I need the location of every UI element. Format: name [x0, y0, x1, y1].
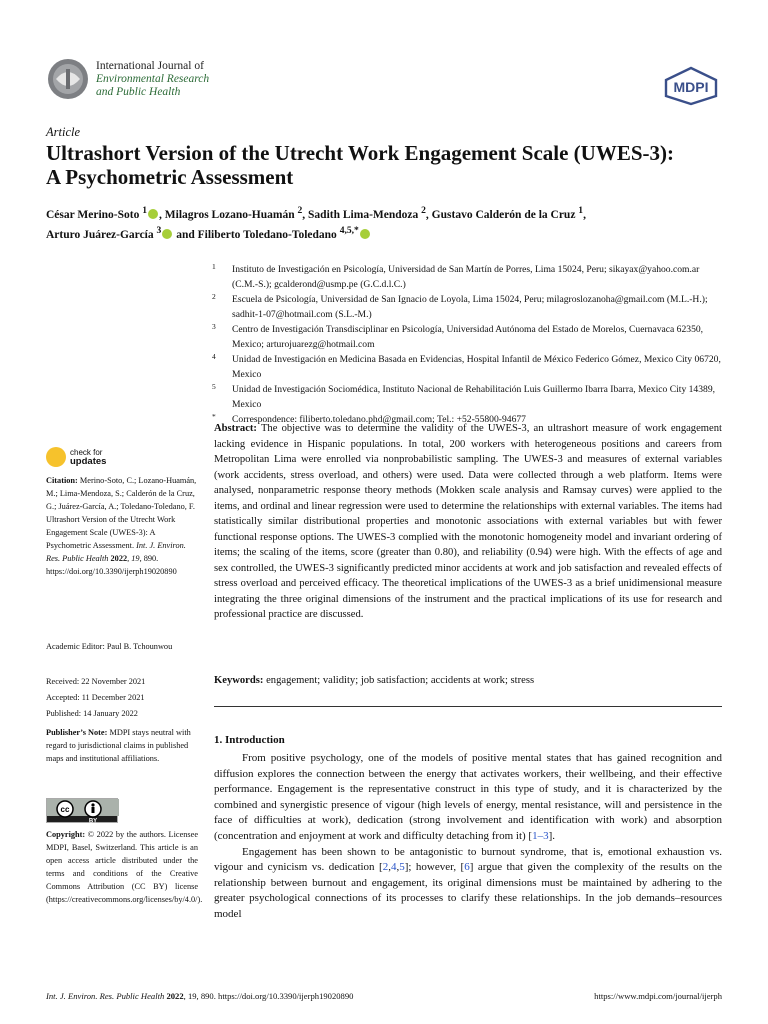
orcid-icon[interactable]	[162, 229, 172, 239]
affiliation-item	[212, 382, 722, 412]
article-type: Article	[46, 125, 81, 139]
author-list: César Merino-Soto $^1$ , Milagros Lozano-Huamán $^2$, Sadith Lima-Mendoza $^2$, Gustavo Calderón de la Cruz $^1$, Arturo Juárez-García $^3$ and Filiberto Toledano-Toledano $^{4,5,*}$	[46, 205, 586, 241]
affiliation-list	[212, 262, 722, 427]
copyright-text: © 2022 by the authors. Licensee MDPI, Basel, Switzerland. This article is an open access article distributed under the terms and conditions of the Creative Commons Attribution (CC BY) license (https://creativecommons.org/licenses/by/4.0/).	[46, 830, 203, 904]
citation-link[interactable]: 2	[382, 861, 389, 874]
citation-year: 2022	[110, 554, 128, 563]
cc-by-license-badge[interactable]	[46, 798, 118, 823]
affiliation-item	[212, 352, 722, 382]
journal-logo-icon	[46, 57, 90, 101]
copyright-block	[46, 828, 203, 906]
author-affil-sup: 2	[421, 205, 426, 216]
paragraph-text: From positive psychology, one of the models of positive mental states that has gained recognition and diffusion explores the connection between the energy that activates workers, their wellbeing, and their effective performance. Engagement is the representative construct in this type of study, and it is characterized by the combined and synergistic presence of vigour (high levels of energy, mental resistance, will and persistence in the face of difficulties at work), dedication (strong involvement and identification with work) and absorption (concentration and enjoyment at work and difficulty detaching from it) [	[214, 752, 722, 842]
affiliation-text: Instituto de Investigación en Psicología, Universidad de San Martín de Porres, Lima 15024, Peru; sikayax@yahoo.com.ar (C.M.-S.); gcalderond@usmp.pe (G.C.d.l.C.)	[232, 264, 700, 290]
footer-year: 2022	[166, 991, 184, 1001]
correspondence-text: Correspondence: filiberto.toledano.phd@gmail.com; Tel.: +52-55800-94677	[232, 414, 526, 425]
paragraph-text: ].	[548, 829, 556, 842]
author-name: Gustavo Calderón de la Cruz	[431, 208, 576, 221]
cc-license-icon	[47, 799, 119, 824]
citation-label: Citation:	[46, 476, 78, 485]
author-name: Milagros Lozano-Huamán	[164, 208, 295, 221]
section-heading: 1. Introduction	[214, 734, 285, 746]
footer-journal: Int. J. Environ. Res. Public Health	[46, 991, 165, 1001]
publisher-note	[46, 726, 198, 765]
publisher-note-label: Publisher’s Note:	[46, 728, 108, 737]
mdpi-logo-icon	[662, 66, 720, 106]
published-date: Published: 14 January 2022	[46, 709, 138, 718]
citation-link[interactable]: 1–3	[532, 829, 549, 842]
citation-link[interactable]: 5	[399, 861, 405, 874]
affiliation-number: 3	[212, 322, 216, 331]
affiliation-text: Escuela de Psicología, Universidad de San Ignacio de Loyola, Lima 15024, Peru; milagroslozanoha@gmail.com (M.L.-H.); sadhit-1-07@hotmail.com (S.L.-M.)	[232, 294, 708, 320]
citation-text: Merino-Soto, C.; Lozano-Huamán, M.; Lima-Mendoza, S.; Calderón de la Cruz, G.; Juárez-García, A.; Toledano-Toledano, F. Ultrashort Version of the Utrecht Work Engagement Scale (UWES-3): A Psychometric Assessment.	[46, 476, 197, 550]
accepted-date: Accepted: 11 December 2021	[46, 693, 145, 702]
keywords-label: Keywords:	[214, 675, 264, 686]
author-name: Arturo Juárez-García	[46, 228, 154, 241]
svg-text:cc: cc	[60, 805, 70, 814]
check-updates-label	[70, 448, 106, 466]
footer-doi[interactable]: , 19, 890. https://doi.org/10.3390/ijerph19020890	[183, 991, 354, 1001]
check-for-updates-button[interactable]	[46, 447, 146, 469]
author-affil-sup: 2	[297, 205, 303, 216]
author-affil-sup: 3	[156, 224, 162, 236]
affiliation-number: 1	[212, 262, 216, 271]
paragraph-text: ] argue that given the complexity of the results on the relationship between burnout and engagement, its original dimensions must be maintained by adhering to the greater psychological connections of its processes to clarify these relationships. In the job demands–resources model	[214, 861, 722, 920]
affiliation-number: 4	[212, 352, 216, 361]
citation-block: Citation: Merino-Soto, C.; Lozano-Huamán, M.; Lima-Mendoza, S.; Calderón de la Cruz, G.; Juárez-García, A.; Toledano-Toledano, F. Ultrashort Version of the Utrecht Work Engagement Scale (UWES-3): A Psychometric Assessment. Int. J. Environ. Res. Public Health 2022, 19, 890. https://doi.org/10.3390/ijerph19020890	[46, 476, 197, 576]
journal-header	[46, 57, 306, 105]
paragraph-text: ,	[388, 861, 391, 874]
affiliation-item	[212, 292, 722, 322]
citation-doi[interactable]: , 890. https://doi.org/10.3390/ijerph19020890	[46, 554, 177, 576]
author-name: Sadith Lima-Mendoza	[308, 208, 419, 221]
received-date: Received: 22 November 2021	[46, 677, 146, 686]
affiliation-number: 5	[212, 382, 216, 391]
publisher-note-text: MDPI stays neutral with regard to jurisdictional claims in published maps and institutional affiliations.	[46, 728, 191, 763]
author-affil-sup: 1	[142, 205, 148, 216]
author-name: César Merino-Soto	[46, 208, 140, 221]
section-body	[214, 751, 722, 923]
check-updates-icon	[46, 447, 66, 467]
citation-link[interactable]: 6	[464, 861, 470, 874]
journal-line-1: International Journal of	[96, 60, 204, 72]
citation-volume: 19	[131, 554, 140, 563]
affiliation-item	[212, 262, 722, 292]
paragraph	[214, 751, 722, 845]
page-title: Ultrashort Version of the Utrecht Work Engagement Scale (UWES-3): A Psychometric Assessment	[46, 141, 675, 189]
orcid-icon[interactable]	[148, 209, 158, 219]
paragraph	[214, 845, 722, 923]
affiliation-number: *	[212, 412, 216, 421]
abstract-label: Abstract:	[214, 423, 257, 434]
academic-editor: Academic Editor: Paul B. Tchounwou	[46, 642, 173, 651]
journal-line-3: and Public Health	[96, 86, 181, 98]
citation-journal: Int. J. Environ. Res. Public Health	[46, 541, 186, 563]
author-affil-sup: 4,5,*	[339, 224, 359, 236]
journal-line-2: Environmental Research	[96, 73, 210, 85]
section-divider	[214, 706, 722, 707]
journal-name	[96, 60, 209, 99]
affiliation-text: Unidad de Investigación Sociomédica, Instituto Nacional de Rehabilitación Luis Guillermo Ibarra Ibarra, Mexico City 14389, Mexico	[232, 384, 716, 410]
citation-link[interactable]: 4	[390, 861, 397, 874]
copyright-label: Copyright:	[46, 830, 86, 839]
keywords-text: engagement; validity; job satisfaction; accidents at work; stress	[266, 675, 535, 686]
check-updates-line-2: updates	[70, 456, 107, 467]
author-affil-sup: 1	[578, 205, 584, 216]
affiliation-item	[212, 322, 722, 352]
author-name: Filiberto Toledano-Toledano	[197, 228, 337, 241]
abstract-text: The objective was to determine the validity of the UWES-3, an ultrashort measure of work engagement lacking evidence in Hispanic populations. In total, 200 workers with heterogeneous positions and careers from Metropolitan Lima were enrolled via nonprobabilistic sampling. The UWES-3 and measures of external variables (work accidents, stress overload, and others) were used. Data were collected through a web platform. Items were analysed, nonparametric response theory methods (Mokken scale analysis and Ramsay curves) were applied to the items, and ordinal and linear regression were used to determine the relationships with external variables. The items had statistically similar distributional properties and monotonic associations with external variables but with fewer functional response options. The UWES-3 complied with the monotonic homogeneity model and invariant ordering of items; the scaling of the items, score (greater than 0.80), and reliability (0.94) were high. With the effects of age and sex controlled, the UWES-3 significantly predicted minor accidents at work and job satisfaction and revealed effects of stress overload and perceived efficacy. The theoretical implications of the UWES-3 as a brief unidimensional measure integrating the three original dimensions of the instrument and the practical implications of its use for research and professional practice are discussed.	[214, 423, 722, 620]
affiliation-text: Centro de Investigación Transdisciplinar en Psicología, Universidad Autónoma del Estado de Morelos, Cuernavaca 62350, Mexico; arturojuarezg@hotmail.com	[232, 324, 704, 350]
cc-by-label: BY	[88, 818, 98, 824]
paragraph-text: ,	[396, 861, 400, 874]
publisher-label: MDPI	[673, 79, 709, 95]
orcid-icon[interactable]	[360, 229, 370, 239]
footer-journal-url[interactable]: https://www.mdpi.com/journal/ijerph	[594, 991, 722, 1001]
dates-block	[46, 674, 198, 722]
affiliation-number: 2	[212, 292, 216, 301]
footer-citation	[46, 991, 353, 1001]
check-updates-line-1: check for	[70, 448, 103, 457]
abstract	[214, 421, 722, 623]
affiliation-text: Unidad de Investigación en Medicina Basada en Evidencias, Hospital Infantil de México Federico Gómez, Mexico City 06720, Mexico	[232, 354, 721, 380]
paragraph-text: Engagement has been shown to be antagonistic to burnout syndrome, that is, emotional exhaustion vs. vigour and cynicism vs. dedication [	[214, 845, 722, 874]
paragraph-text: ]; however, [	[404, 861, 465, 874]
keywords	[214, 674, 722, 688]
